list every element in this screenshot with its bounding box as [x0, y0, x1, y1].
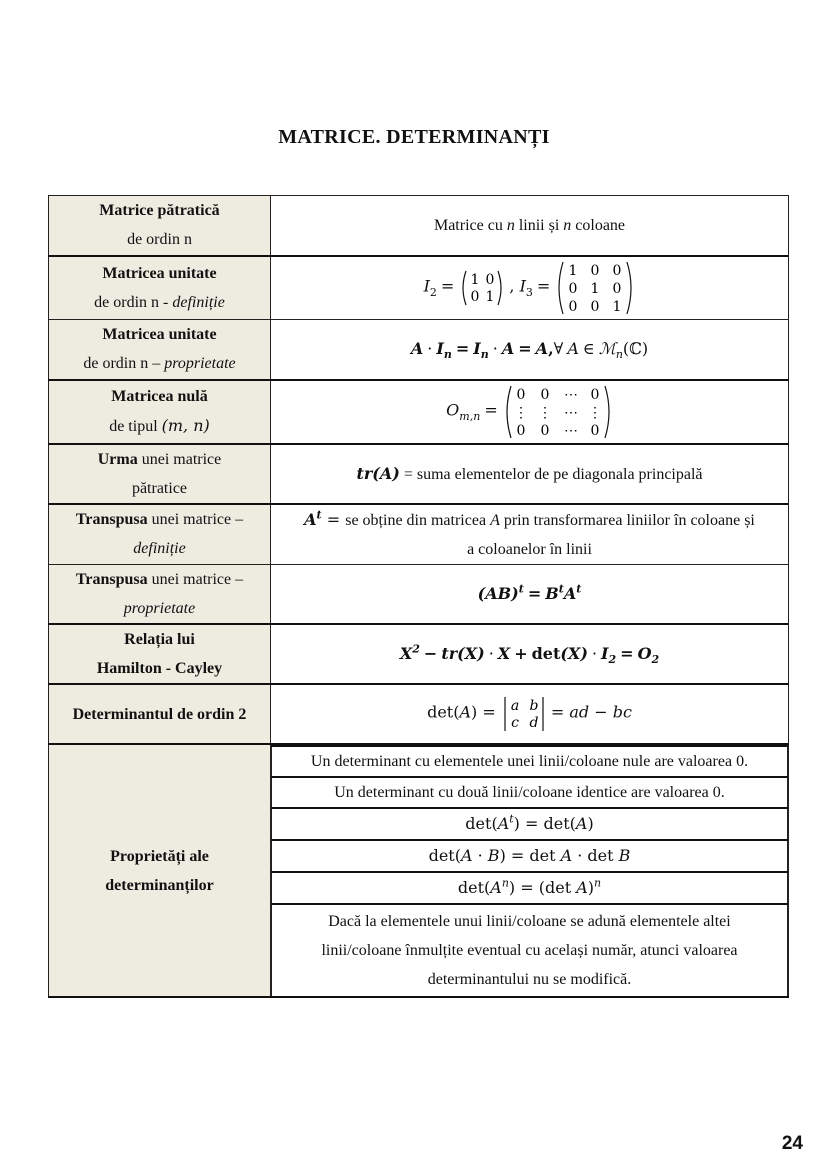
row-label: Urma unei matrice pătratice	[49, 444, 271, 504]
zero-matrix-formula: $O_{m,n}$ = 0 0 ⋯ 0 ⋮ ⋮ ⋯ ⋮ 0 0 ⋯ 0	[271, 380, 789, 444]
page-number: 24	[781, 1133, 803, 1154]
row-label: Transpusa unei matrice – proprietate	[49, 564, 271, 624]
svg-text:0: 0	[568, 280, 578, 297]
svg-text:⋯: ⋯	[563, 422, 578, 439]
svg-text:0: 0	[590, 262, 600, 279]
hamilton-cayley-formula: $X^2 - tr(X) \cdot X + \det(X) \cdot I_2 = O_2$	[271, 624, 789, 684]
row-label: Proprietăți ale determinanților	[49, 744, 271, 997]
svg-text:0: 0	[470, 288, 480, 305]
page-title: MATRICE. DETERMINANȚI	[278, 126, 550, 148]
table-row	[49, 196, 789, 256]
row-label: Relația lui Hamilton - Cayley	[49, 624, 271, 684]
row-value	[271, 196, 789, 256]
svg-text:d: d	[529, 715, 539, 731]
properties-list	[271, 745, 788, 996]
svg-text:1: 1	[612, 298, 622, 315]
table-row	[49, 624, 789, 684]
table-row	[49, 504, 789, 565]
square-matrix-definition: Matrice cu n linii și n coloane	[433, 216, 626, 234]
table-row	[49, 744, 789, 997]
svg-text:0: 0	[568, 298, 578, 315]
table-row	[49, 684, 789, 744]
svg-text:a: a	[510, 698, 520, 714]
row-label: Matricea unitate de ordin n – proprietate	[49, 320, 271, 380]
determinant-2-formula: det(A) = a b c d = ad − bc	[271, 684, 789, 744]
table-row	[49, 444, 789, 504]
svg-text:0: 0	[516, 422, 526, 439]
svg-text:0: 0	[540, 386, 550, 403]
row-label: Matrice pătratică de ordin n	[49, 196, 271, 256]
row-label: Matricea nulă de tipul (m, n)	[49, 380, 271, 444]
svg-text:b: b	[529, 698, 539, 714]
identity-property-formula: $A \cdot I_n = I_n \cdot A$ = A,∀ A ∈ ℳ$_n$(ℂ)	[271, 320, 789, 380]
svg-text:⋯: ⋯	[563, 386, 578, 403]
property-item: Dacă la elementele unui linii/coloane se adună elementele altei linii/coloane înmulțite eventual cu același număr, atunci valoarea determinantului nu se modifică.	[272, 904, 788, 996]
transpose-definition: $A^t$ = se obține din matricea A prin transformarea liniilor în coloane și a coloanelor în linii	[271, 504, 789, 565]
formula-table	[48, 195, 789, 998]
property-item: Un determinant cu elementele unei linii/coloane nule are valoarea 0.	[272, 746, 788, 777]
svg-text:1: 1	[485, 288, 495, 305]
svg-text:⋮: ⋮	[587, 404, 602, 421]
svg-text:0: 0	[612, 262, 622, 279]
property-item: Un determinant cu două linii/coloane identice are valoarea 0.	[272, 777, 788, 808]
svg-text:0: 0	[590, 386, 600, 403]
determinant-properties	[271, 744, 789, 997]
table-row	[49, 380, 789, 444]
svg-text:1: 1	[590, 280, 600, 297]
svg-text:⋮: ⋮	[537, 404, 552, 421]
property-item: $\det(A^t) = \det(A)$	[272, 808, 788, 840]
svg-text:0: 0	[540, 422, 550, 439]
svg-text:⋯: ⋯	[563, 404, 578, 421]
determinant-2	[501, 694, 547, 734]
svg-text:1: 1	[568, 262, 578, 279]
property-item: det(A · B) = det A · det B	[272, 840, 788, 872]
svg-text:c: c	[510, 715, 519, 731]
zero-matrix	[503, 383, 613, 441]
svg-text:1: 1	[470, 271, 480, 288]
svg-text:0: 0	[612, 280, 622, 297]
svg-text:0: 0	[516, 386, 526, 403]
svg-text:⋮: ⋮	[513, 404, 528, 421]
property-item: $\det(A^n) = (\det$ A)$^n$	[272, 872, 788, 904]
svg-text:0: 0	[590, 422, 600, 439]
table-row	[49, 320, 789, 380]
table-row	[49, 256, 789, 320]
svg-text:0: 0	[590, 298, 600, 315]
row-label: Matricea unitate de ordin n - definiție	[49, 256, 271, 320]
identity-matrix-formula: $I_2$ = 1 0 0 1 , $I_3$ = 1 0 0 0 1 0 0 0 1	[271, 256, 789, 320]
transpose-property-formula: $(AB)^t = B^tA^t$	[271, 564, 789, 624]
trace-formula: tr(A) = suma elementelor de pe diagonala principală	[271, 444, 789, 504]
identity-matrix-3	[555, 259, 635, 317]
svg-text:0: 0	[485, 271, 495, 288]
identity-matrix-2	[459, 268, 505, 308]
table-row	[49, 564, 789, 624]
row-label: Transpusa unei matrice – definiție	[49, 504, 271, 565]
row-label: Determinantul de ordin 2	[49, 684, 271, 744]
